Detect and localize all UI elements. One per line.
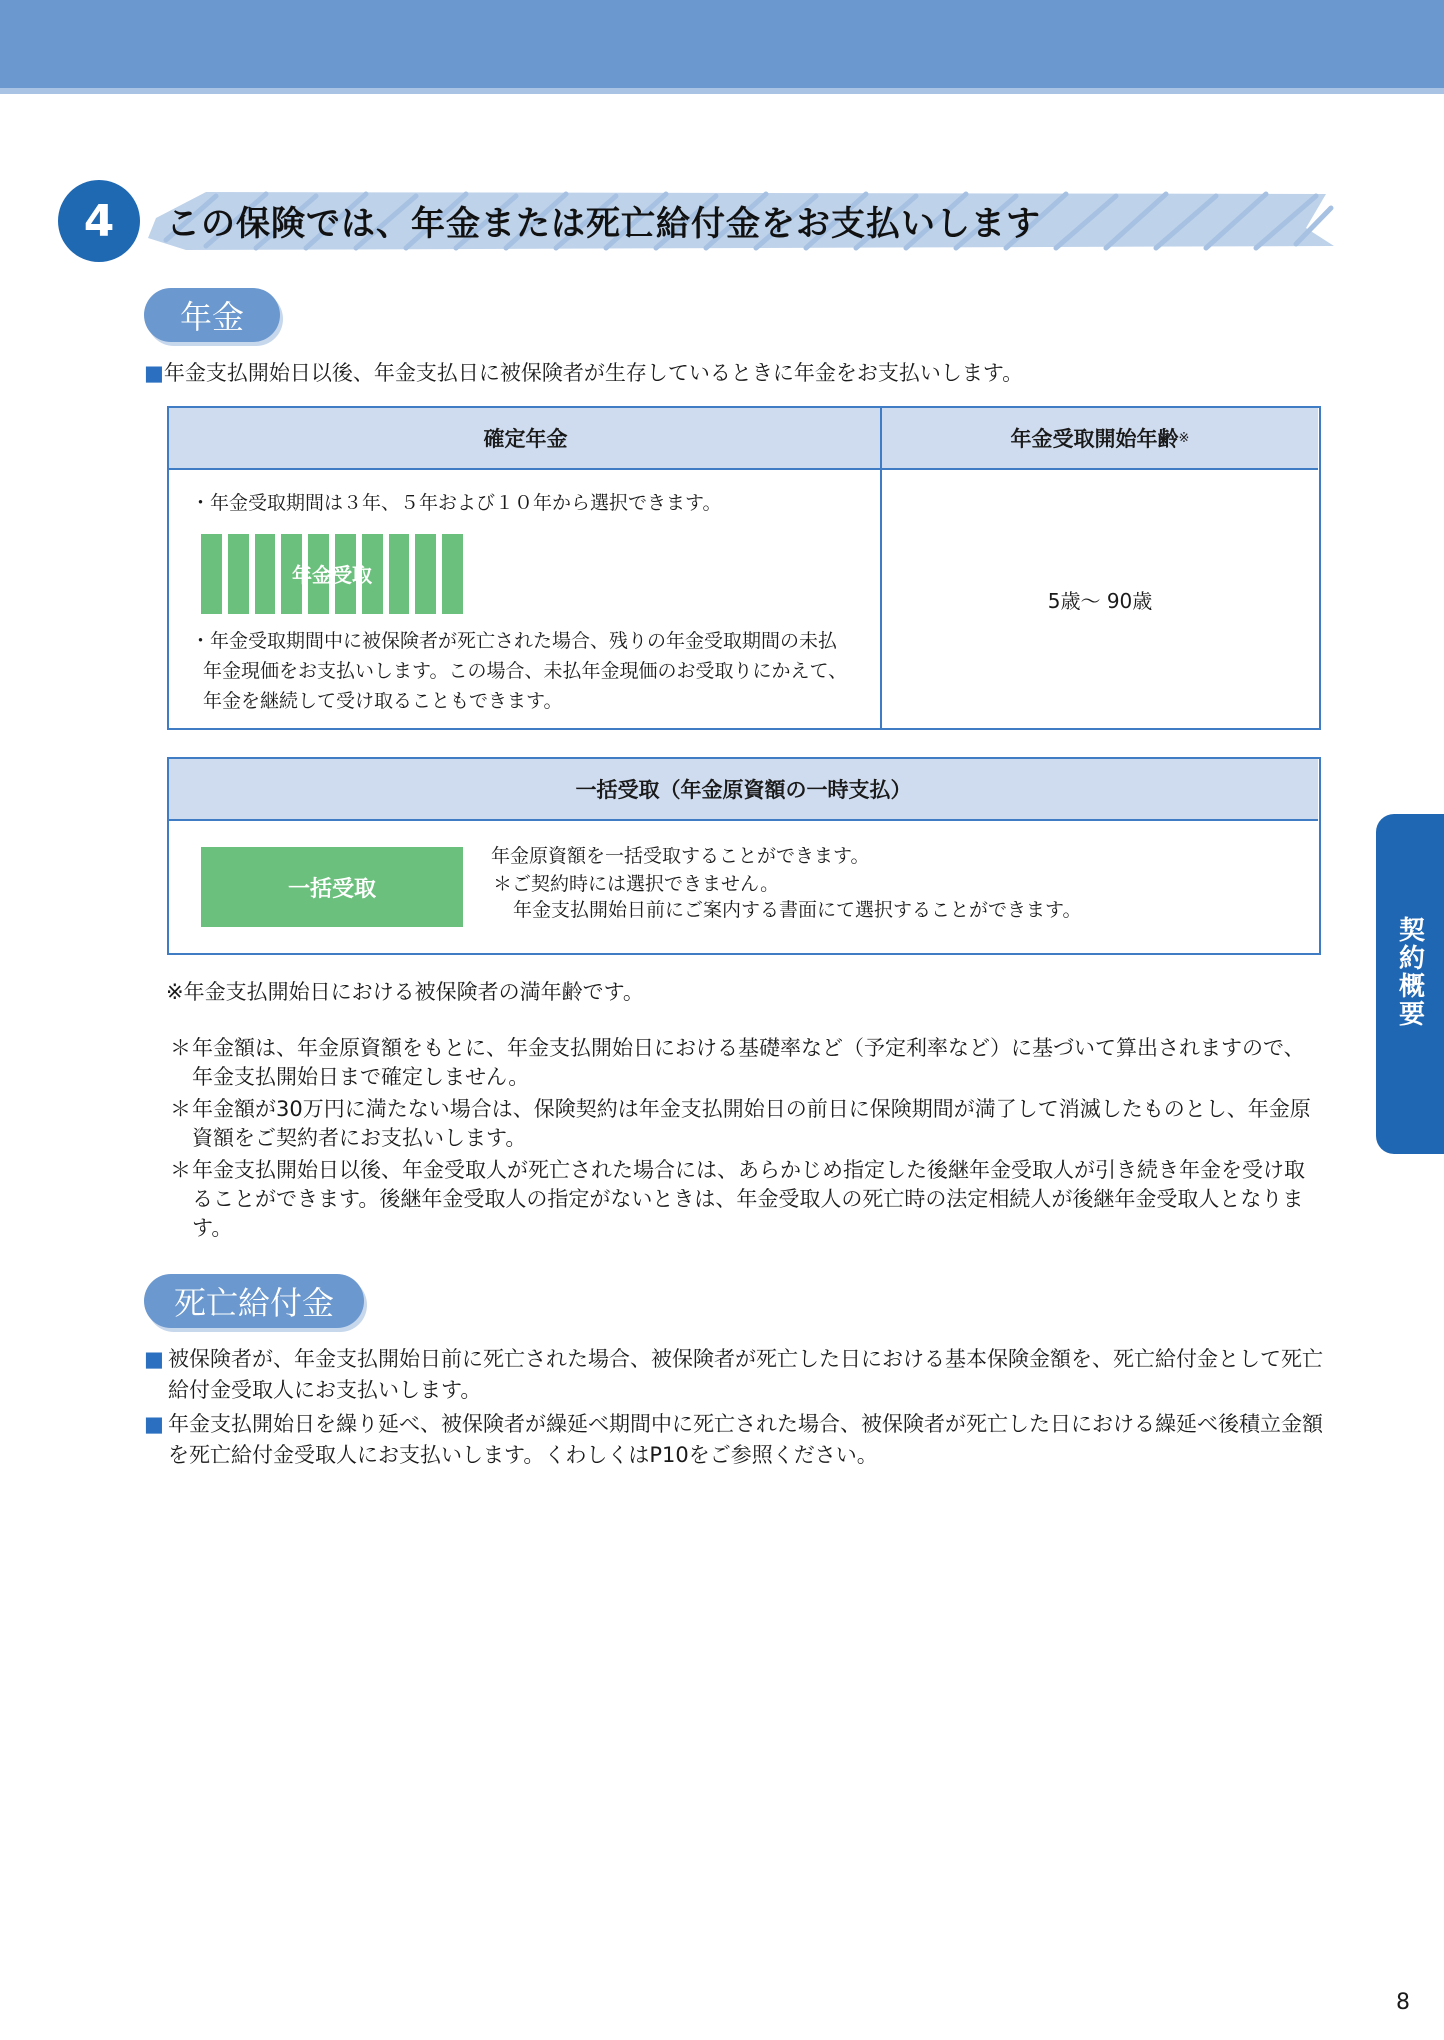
annuity-period-bars <box>201 534 463 614</box>
death-during-period-text <box>191 626 881 716</box>
note-text: 年金支払開始日以後、年金受取人が死亡された場合には、あらかじめ指定した後継年金受取人が引き続き年金を受け取ることができます。後継年金受取人の指定がないときは、年金受取人の死亡時の法定相続人が後継年金受取人となります。 <box>192 1158 1305 1240</box>
page-number: 8 <box>1396 1990 1410 2015</box>
death-benefit-items <box>144 1344 1324 1474</box>
period-options-text: ・年金受取期間は３年、５年および１０年から選択できます。 <box>191 492 722 514</box>
section-header <box>58 176 1350 264</box>
annuity-pill: 年金 <box>144 288 280 342</box>
lump-sum-line-3: 年金支払開始日前にご案内する書面にて選択することができます。 <box>513 899 1082 921</box>
footnote-mark: ※ <box>1178 430 1190 446</box>
note-item <box>170 1095 1322 1153</box>
annuity-notes <box>170 1034 1322 1246</box>
desc-line-1: ・年金受取期間中に被保険者が死亡された場合、残りの年金受取期間の未払 <box>191 630 838 652</box>
desc-line-3: 年金を継続して受け取ることもできます。 <box>203 690 563 712</box>
age-range-value: 5歳～ 90歳 <box>1047 589 1153 613</box>
side-tab-label: 契約概要 <box>1394 916 1425 1028</box>
annuity-intro-text: 年金支払開始日以後、年金支払日に被保険者が生存しているときに年金をお支払いします。 <box>163 361 1024 385</box>
table-header-fixed-annuity: 確定年金 <box>169 408 882 470</box>
desc-line-2: 年金現価をお支払いします。この場合、未払年金現価のお受取りにかえて、 <box>203 660 848 682</box>
age-footnote: ※年金支払開始日における被保険者の満年齢です。 <box>166 980 644 1004</box>
annuity-intro <box>144 358 1324 389</box>
side-tab-contract-summary[interactable] <box>1376 814 1444 1154</box>
square-bullet-icon: ■ <box>144 361 164 385</box>
asterisk-mark: ＊ <box>170 1158 191 1182</box>
death-benefit-item <box>144 1409 1324 1471</box>
lump-sum-table <box>167 757 1321 955</box>
death-benefit-item <box>144 1344 1324 1406</box>
bars-label: 年金受取 <box>292 563 372 587</box>
note-item <box>170 1034 1322 1092</box>
square-bullet-icon: ■ <box>144 1412 164 1436</box>
lump-sum-line-2: ＊ご契約時には選択できません。 <box>493 873 780 895</box>
start-age-header-text: 年金受取開始年齢 <box>1010 427 1179 451</box>
death-benefit-text: 年金支払開始日を繰り延べ、被保険者が繰延べ期間中に死亡された場合、被保険者が死亡した日における繰延べ後積立金額を死亡給付金受取人にお支払いします。くわしくはP10をご参照ください。 <box>168 1412 1323 1467</box>
asterisk-mark: ＊ <box>170 1036 191 1060</box>
table-header-start-age <box>882 408 1318 470</box>
table-header-lump-sum: 一括受取（年金原資額の一時支払） <box>169 759 1318 821</box>
death-benefit-pill: 死亡給付金 <box>144 1274 364 1328</box>
note-text: 年金額が30万円に満たない場合は、保険契約は年金支払開始日の前日に保険期間が満了して消滅したものとし、年金原資額をご契約者にお支払いします。 <box>192 1097 1311 1150</box>
lump-sum-box: 一括受取 <box>201 847 463 927</box>
section-number-badge: 4 <box>58 180 140 262</box>
top-band-line <box>0 88 1444 94</box>
top-band <box>0 0 1444 88</box>
note-text: 年金額は、年金原資額をもとに、年金支払開始日における基礎率など（予定利率など）に基づいて算出されますので、年金支払開始日まで確定しません。 <box>192 1036 1305 1089</box>
square-bullet-icon: ■ <box>144 1347 164 1371</box>
fixed-annuity-table <box>167 406 1321 730</box>
asterisk-mark: ＊ <box>170 1097 191 1121</box>
section-title: この保険では、年金または死亡給付金をお支払いします <box>166 204 1041 244</box>
note-item <box>170 1156 1322 1243</box>
lump-sum-line-1: 年金原資額を一括受取することができます。 <box>491 845 870 867</box>
death-benefit-text: 被保険者が、年金支払開始日前に死亡された場合、被保険者が死亡した日における基本保険金額を、死亡給付金として死亡給付金受取人にお支払いします。 <box>168 1347 1323 1402</box>
lump-sum-description <box>491 841 1311 923</box>
